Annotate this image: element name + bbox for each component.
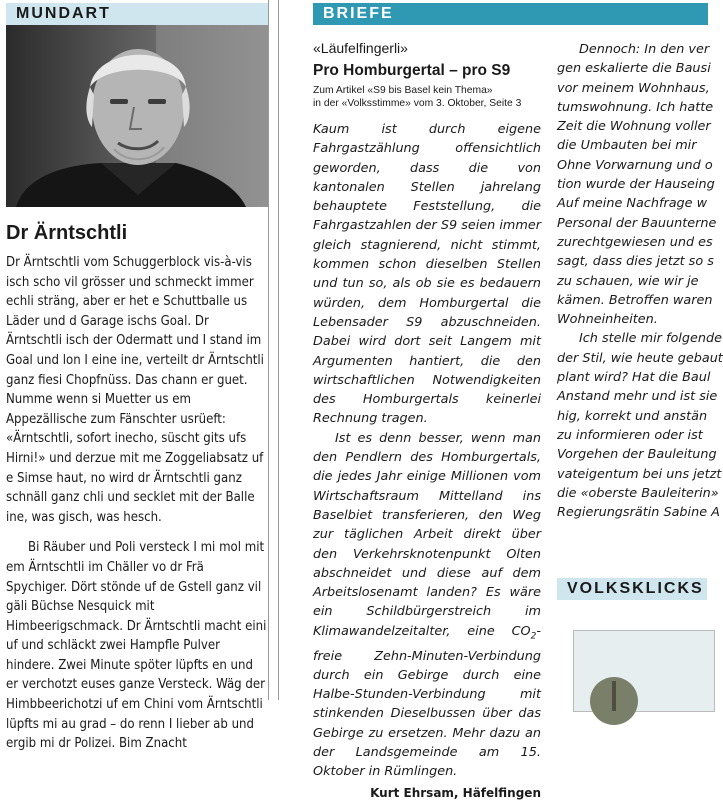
letter-line: kämen. Betroffen waren [557, 292, 713, 308]
letter-reference-line: Zum Artikel «S9 bis Basel kein Thema» [313, 85, 493, 96]
letter-line: sagt, dass dies jetzt so s [557, 254, 714, 270]
letter-line: vor meinem Wohnhaus, [557, 80, 710, 96]
letter-line: die «oberste Bauleiterin» [557, 485, 719, 501]
letter-line: Vorgehen der Bauleitung [557, 447, 717, 463]
letter-title: Pro Homburgertal – pro S9 [313, 62, 511, 79]
volksklicks-image [574, 631, 714, 711]
letter-paragraph [313, 429, 541, 782]
section-header-briefe: BRIEFE [313, 3, 708, 25]
column-body [6, 253, 268, 765]
letter-line: Ich stelle mir folgende [579, 331, 722, 347]
letter-line: Auf meine Nachfrage w [557, 196, 708, 212]
portrait-illustration [6, 25, 268, 207]
column-rule-right [278, 0, 279, 700]
section-header-volksklicks: VOLKSKLICKS [557, 578, 707, 600]
letter-line: Regierungsrätin Sabine A [557, 505, 720, 521]
letter-paragraph: Kaum ist durch eigene Fahrgastzählung offensichtlich geworden, dass die von kantonalen Stellen jahrelang behauptete Feststellung, die Fahrgastzahlen der S9 seien immer gleich stagnierend, nicht stimmt, kommen schon dieselben Stellen und tun so, als ob sie es bedauern würden, dem Homburgertal die Lebensader S9 abzuschneiden. Dabei wird dort seit Langem mit Argumenten hantiert, die den wirtschaftlichen Notwendigkeiten des Homburgertals keinerlei Rechnung tragen. [313, 122, 541, 427]
letter-reference-line: in der «Volksstimme» vom 3. Oktober, Seite 3 [313, 98, 522, 109]
column-paragraph: Bi Räuber und Poli versteck I mi mol mit em Ärntschtli im Chäller vo dr Frä Spychiger. Dört stönde uf de Gstell ganz vil gäli Büchse Nesquick mit Himbeerigschmack. Dr Ärntschtli macht eini uf und schläckt zwei Hampfle Pulver hindere. Zwei Minute spöter lüpfts en und er verchotzt euses ganze Versteck. Wäg der Himbbeerichotzi uf em Chini vom Ärntschtli lüpfts mi au grad – do renn I lieber ab und ergib mi dr Polizei. Bim Znacht [6, 540, 267, 752]
letter-homburgertal [313, 32, 541, 803]
mundart-column [0, 0, 276, 752]
letter-line: zu informieren oder ist [557, 427, 703, 443]
letter-line: die Umbauten bei mir [557, 138, 697, 154]
letter-line: plant wird? Hat die Baul [557, 370, 711, 386]
letter-line: Anstand mehr und ist sie [557, 389, 718, 405]
co2-subscript: 2 [530, 631, 537, 642]
letter-body [313, 120, 541, 803]
column-title: Dr Ärntschtli [6, 222, 128, 244]
letter-line: Wohneinheiten. [557, 312, 658, 328]
letter-reference [313, 84, 541, 110]
letter-line: hig, korrekt und anstän [557, 408, 708, 424]
letter-line: vateigentum bei uns jetzt [557, 466, 722, 482]
letter-line: zu schauen, wie wir je [557, 273, 699, 289]
letter-bauleitung [557, 40, 723, 522]
letter-line: gen eskalierte die Bausi [557, 61, 711, 77]
letter-line: Zeit die Wohnung voller [557, 119, 711, 135]
volksklicks-photo [573, 630, 715, 712]
letter-line: Dennoch: In den ver [579, 42, 710, 57]
letter-line: tion wurde der Hauseing [557, 177, 715, 193]
section-header-mundart: MUNDART [6, 3, 268, 25]
letter-text: Ist es denn besser, wenn man den Pendlern des Homburgertals, die jedes Jahr einige Millionen vom Wirtschaftsraum Mittelland ins Baselbiet transferieren, den Weg zur täglichen Arbeit direkt über den Verkehrsknotenpunkt Olten abschneidet und diese auf dem Arbeitslosenamt landen? Es wäre ein Schildbürgerstreich im Klimawandelzeitalter, eine CO [313, 430, 541, 639]
letter-line: tumswohnung. Ich hatte [557, 99, 714, 115]
letter-line: zurechtgewiesen und es [557, 234, 713, 250]
letter-line: Personal der Bauunterne [557, 215, 717, 231]
letter-line: der Stil, wie heute gebaut [557, 350, 723, 366]
briefe-column [305, 0, 723, 800]
author-portrait [6, 25, 268, 207]
letter-signature: Kurt Ehrsam, Häfelfingen [370, 785, 541, 800]
letter-line: Ohne Vorwarnung und o [557, 157, 713, 173]
letter-text: -freie Zehn-Minuten-Verbindung durch ein Gebirge durch eine Halbe-Stunden-Verbindung mit stinkenden Dieselbussen über das Gebirge zu ersetzen. Mehr dazu an der Landsgemeinde am 15. Oktober in Rümlingen. [313, 623, 541, 780]
column-paragraph: Dr Ärntschtli vom Schuggerblock vis-à-vis isch scho vil grösser und schmeckt immer echli sträng, aber er het e Schuttballe us Läder und d Garage ischs Goal. Dr Ärntschtli isch der Odermatt und I stand im Goal und lon I eine ine, verteilt dr Ärntschtli ganz fiesi Chopfnüss. Das chann er guet. Numme wenn si Muetter us em Appezällische zum Fänschter usrüeft: «Ärntschtli, sofort inecho, süscht gits ufs Hirni!» und derzue mit me Zoggeliabsatz uf e Simse haut, no wird dr Ärntschtli ganz schnäll ganz chli und secklet mit der Balle ine, was gisch, was hesch. [6, 255, 264, 525]
letter-kicker: «Läufelfingerli» [313, 40, 408, 56]
